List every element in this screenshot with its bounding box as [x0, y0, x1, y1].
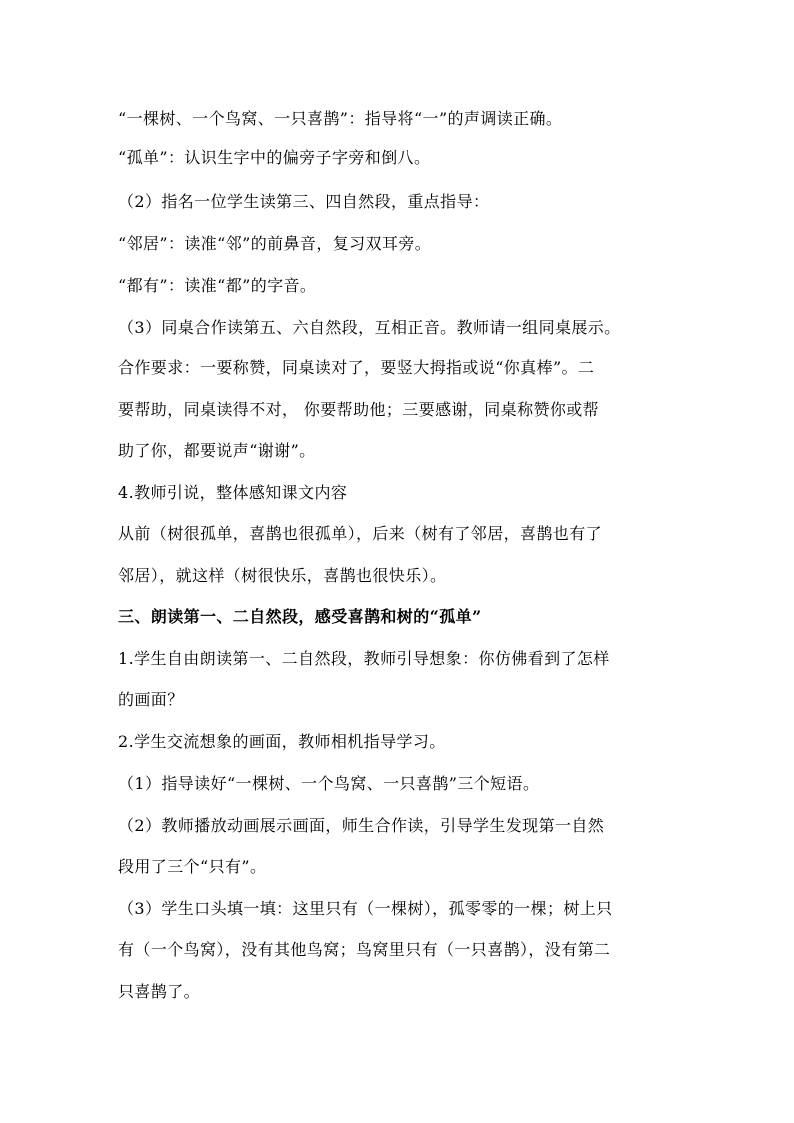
text-line-20: （3）学生口头填一填：这里只有（一棵树），孤零零的一棵；树上只 — [118, 899, 613, 918]
text-line-1: “一棵树、一个鸟窝、一只喜鹊”：指导将“一”的声调读正确。 — [118, 109, 563, 128]
section-item-4: 4.教师引说，整体感知课文内容 — [118, 483, 348, 502]
text-line-12: 邻居），就这样（树很快乐，喜鹊也很快乐）。 — [118, 566, 447, 585]
section-heading-3: 三、朗读第一、二自然段，感受喜鹊和树的“孤单” — [118, 607, 482, 626]
text-line-3: （2）指名一位学生读第三、四自然段，重点指导： — [118, 192, 490, 211]
text-line-21: 有（一个鸟窝），没有其他鸟窝；鸟窝里只有（一只喜鹊），没有第二 — [118, 940, 611, 959]
text-line-8: 要帮助，同桌读得不对， 你要帮助他；三要感谢，同桌称赞你或帮 — [118, 400, 600, 419]
text-line-2: “孤单”：认识生字中的偏旁子字旁和倒八。 — [118, 148, 431, 167]
text-line-5: “都有”：读准“都”的字音。 — [118, 276, 317, 295]
text-line-22: 只喜鹊了。 — [118, 982, 201, 1001]
text-line-4: “邻居”：读准“邻”的前鼻音，复习双耳旁。 — [118, 234, 432, 253]
text-line-18: （2）教师播放动画展示画面，师生合作读，引导学生发现第一自然 — [118, 816, 605, 835]
text-line-9: 助了你，都要说声“谢谢”。 — [118, 441, 316, 460]
text-line-19: 段用了三个“只有”。 — [118, 857, 267, 876]
text-line-17: （1）指导读好“一棵树、一个鸟窝、一只喜鹊”三个短语。 — [118, 774, 540, 793]
text-line-7: 合作要求：一要称赞，同桌读对了，要竖大拇指或说“你真棒”。二 — [118, 358, 595, 377]
text-line-11: 从前（树很孤单，喜鹊也很孤单），后来（树有了邻居，喜鹊也有了 — [118, 524, 603, 543]
text-line-15: 的画面？ — [118, 690, 184, 709]
text-line-14: 1.学生自由朗读第一、二自然段，教师引导想象：你仿佛看到了怎样 — [118, 649, 610, 668]
text-line-16: 2.学生交流想象的画面，教师相机指导学习。 — [118, 732, 446, 751]
text-line-6: （3）同桌合作读第五、六自然段，互相正音。教师请一组同桌展示。 — [118, 318, 621, 337]
